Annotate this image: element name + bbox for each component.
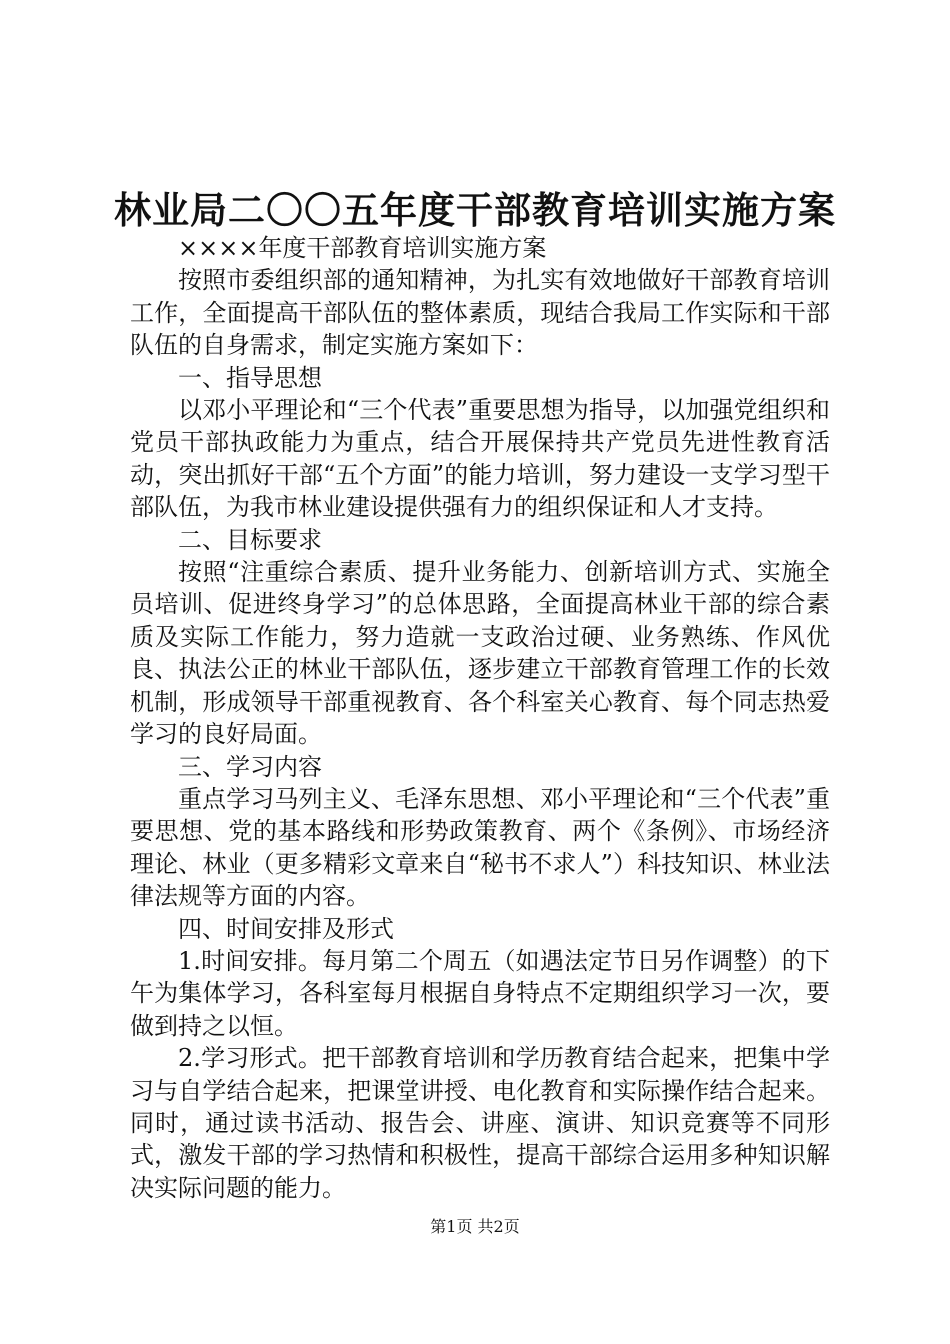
section-paragraph-guiding-thought: 以邓小平理论和“三个代表”重要思想为指导，以加强党组织和党员干部执政能力为重点，结合开展保持共产党员先进性教育活动，突出抓好干部“五个方面”的能力培训，努力建设一支学习型干部队伍，为我市林业建设提供强有力的组织保证和人才支持。	[130, 396, 830, 522]
section-paragraph-content: 重点学习马列主义、毛泽东思想、邓小平理论和“三个代表”重要思想、党的基本路线和形势政策教育、两个《条例》、市场经济理论、林业（更多精彩文章来自“秘书不求人”）科技知识、林业法律法规等方面的内容。	[130, 784, 830, 911]
section-paragraph-schedule-form: 2.学习形式。把干部教育培训和学历教育结合起来，把集中学习与自学结合起来，把课堂讲授、电化教育和实际操作结合起来。同时，通过读书活动、报告会、讲座、演讲、知识竞赛等不同形式，激发干部的学习热情和积极性，提高干部综合运用多种知识解决实际问题的能力。	[130, 1044, 830, 1202]
section-paragraph-schedule-time: 1.时间安排。每月第二个周五（如遇法定节日另作调整）的下午为集体学习，各科室每月根据自身特点不定期组织学习一次，要做到持之以恒。	[130, 946, 830, 1040]
document-subtitle: ××××年度干部教育培训实施方案	[178, 234, 547, 262]
section-heading-guiding-thought: 一、指导思想	[178, 363, 322, 392]
section-heading-goals: 二、目标要求	[178, 525, 322, 554]
section-paragraph-goals: 按照“注重综合素质、提升业务能力、创新培训方式、实施全员培训、促进终身学习”的总体思路，全面提高林业干部的综合素质及实际工作能力，努力造就一支政治过硬、业务熟练、作风优良、执法公正的林业干部队伍，逐步建立干部教育管理工作的长效机制，形成领导干部重视教育、各个科室关心教育、每个同志热爱学习的良好局面。	[130, 558, 830, 749]
intro-paragraph: 按照市委组织部的通知精神，为扎实有效地做好干部教育培训工作，全面提高干部队伍的整体素质，现结合我局工作实际和干部队伍的自身需求，制定实施方案如下：	[130, 266, 830, 360]
document-body	[130, 232, 830, 1204]
section-heading-content: 三、学习内容	[178, 752, 322, 781]
section-heading-schedule: 四、时间安排及形式	[178, 914, 394, 943]
document-title: 林业局二〇〇五年度干部教育培训实施方案	[114, 188, 836, 232]
page-number-footer: 第1页 共2页	[430, 1217, 520, 1236]
